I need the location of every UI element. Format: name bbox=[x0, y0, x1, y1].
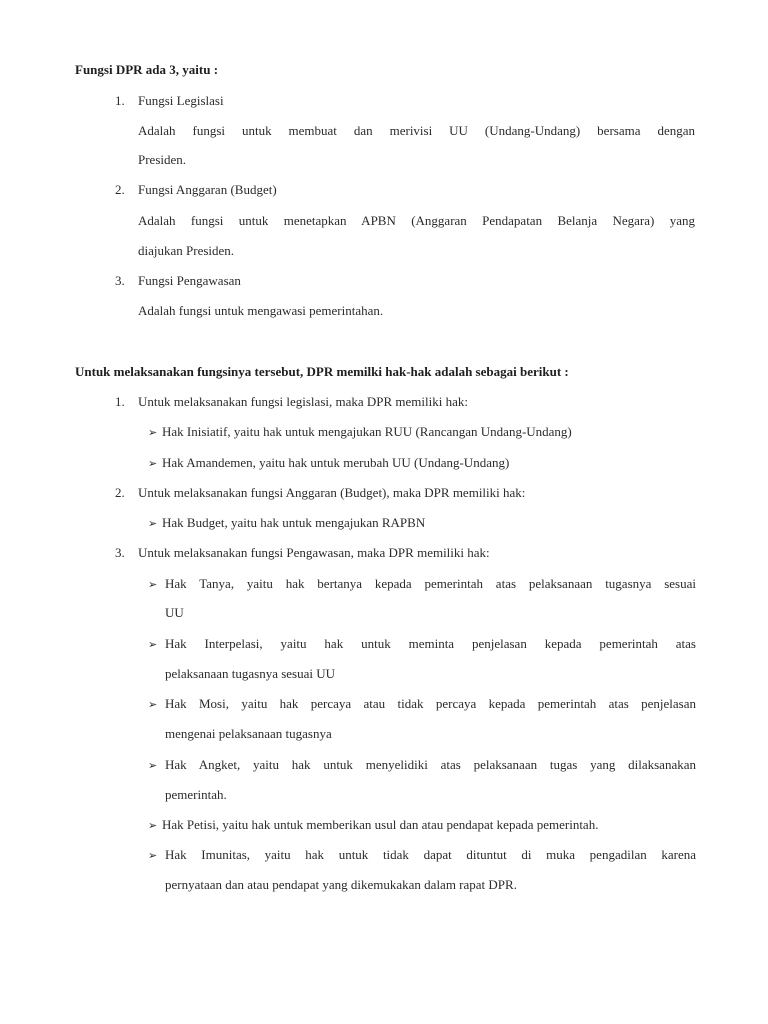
right-text-continuation: pernyataan dan atau pendapat yang dikemukakan dalam rapat DPR. bbox=[165, 877, 517, 892]
section2-heading: Untuk melaksanakan fungsinya tersebut, DPR memilki hak-hak adalah sebagai berikut : bbox=[75, 364, 569, 379]
list-item bbox=[148, 696, 696, 713]
right-text-continuation: mengenai pelaksanaan tugasnya bbox=[165, 726, 332, 741]
function-desc-line: Adalah fungsi untuk menetapkan APBN (Anggaran Pendapatan Belanja Negara) yang bbox=[138, 213, 695, 228]
list-item bbox=[148, 847, 696, 864]
function-desc-line: Adalah fungsi untuk mengawasi pemerintahan. bbox=[138, 303, 384, 318]
list-number: 3. bbox=[115, 273, 125, 288]
arrow-bullet-icon: ➢ bbox=[148, 639, 158, 651]
right-text: Hak Mosi, yaitu hak percaya atau tidak percaya kepada pemerintah atas penjelasan bbox=[165, 696, 696, 711]
list-number: 2. bbox=[115, 182, 125, 197]
function-title-pengawasan: Fungsi Pengawasan bbox=[138, 273, 241, 288]
list-number: 1. bbox=[115, 394, 125, 409]
right-text: Hak Petisi, yaitu hak untuk memberikan usul dan atau pendapat kepada pemerintah. bbox=[162, 817, 599, 832]
right-text: Hak Angket, yaitu hak untuk menyelidiki atas pelaksanaan tugas yang dilaksanakan bbox=[165, 757, 696, 772]
right-text: Hak Inisiatif, yaitu hak untuk mengajukan RUU (Rancangan Undang-Undang) bbox=[162, 424, 572, 439]
right-text: Hak Amandemen, yaitu hak untuk merubah UU (Undang-Undang) bbox=[162, 455, 510, 470]
right-text-continuation: pemerintah. bbox=[165, 787, 227, 802]
function-desc-line: Presiden. bbox=[138, 152, 187, 167]
list-number: 1. bbox=[115, 93, 125, 108]
arrow-bullet-icon: ➢ bbox=[148, 518, 158, 530]
function-desc-line: Adalah fungsi untuk membuat dan merivisi UU (Undang-Undang) bersama dengan bbox=[138, 123, 695, 138]
section1-heading: Fungsi DPR ada 3, yaitu : bbox=[75, 62, 219, 77]
right-text: Hak Budget, yaitu hak untuk mengajukan RAPBN bbox=[162, 515, 426, 530]
arrow-bullet-icon: ➢ bbox=[148, 458, 158, 470]
right-text: Hak Interpelasi, yaitu hak untuk meminta penjelasan kepada pemerintah atas bbox=[165, 636, 696, 651]
list-item bbox=[148, 817, 598, 834]
arrow-bullet-icon: ➢ bbox=[148, 699, 158, 711]
list-item bbox=[148, 455, 509, 472]
arrow-bullet-icon: ➢ bbox=[148, 579, 158, 591]
function-title-anggaran: Fungsi Anggaran (Budget) bbox=[138, 182, 277, 197]
list-number: 3. bbox=[115, 545, 125, 560]
function-title-legislasi: Fungsi Legislasi bbox=[138, 93, 224, 108]
right-text: Hak Imunitas, yaitu hak untuk tidak dapat dituntut di muka pengadilan karena bbox=[165, 847, 696, 862]
right-text: Hak Tanya, yaitu hak bertanya kepada pemerintah atas pelaksanaan tugasnya sesuai bbox=[165, 576, 696, 591]
right-text-continuation: pelaksanaan tugasnya sesuai UU bbox=[165, 666, 336, 681]
list-item bbox=[148, 515, 425, 532]
list-item bbox=[148, 636, 696, 653]
arrow-bullet-icon: ➢ bbox=[148, 760, 158, 772]
list-item bbox=[148, 424, 572, 441]
list-item bbox=[148, 757, 696, 774]
rights-group-title: Untuk melaksanakan fungsi Anggaran (Budget), maka DPR memiliki hak: bbox=[138, 485, 526, 500]
list-item bbox=[148, 576, 696, 593]
right-text-continuation: UU bbox=[165, 605, 184, 620]
rights-group-title: Untuk melaksanakan fungsi legislasi, maka DPR memiliki hak: bbox=[138, 394, 469, 409]
rights-group-title: Untuk melaksanakan fungsi Pengawasan, maka DPR memiliki hak: bbox=[138, 545, 490, 560]
function-desc-line: diajukan Presiden. bbox=[138, 243, 235, 258]
arrow-bullet-icon: ➢ bbox=[148, 427, 158, 439]
arrow-bullet-icon: ➢ bbox=[148, 850, 158, 862]
arrow-bullet-icon: ➢ bbox=[148, 820, 158, 832]
list-number: 2. bbox=[115, 485, 125, 500]
